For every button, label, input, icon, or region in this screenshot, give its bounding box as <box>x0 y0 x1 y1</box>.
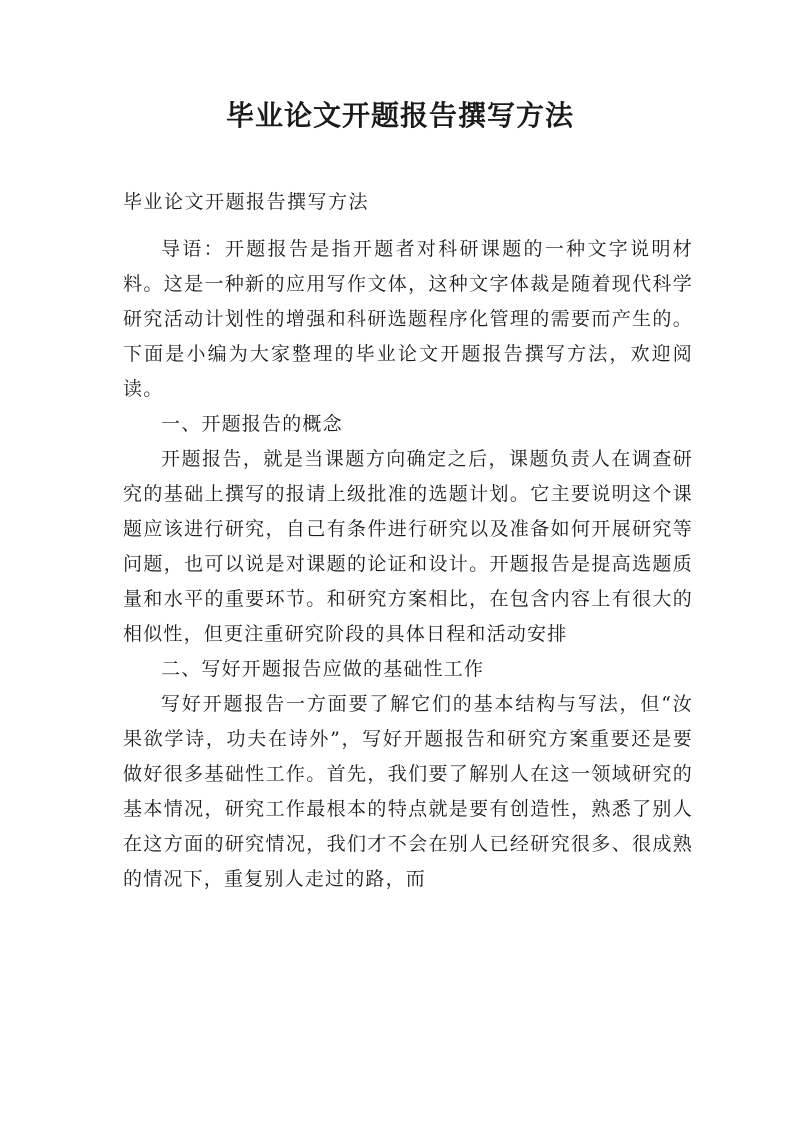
section-1-paragraph: 开题报告，就是当课题方向确定之后，课题负责人在调查研究的基础上撰写的报请上级批准的选题计划。它主要说明这个课题应该进行研究，自己有条件进行研究以及准备如何开展研究等问题，也可以说是对课题的论证和设计。开题报告是提高选题质量和水平的重要环节。和研究方案相比，在包含内容上有很大的相似性，但更注重研究阶段的具体日程和活动安排 <box>123 448 693 645</box>
section-2-paragraph: 写好开题报告一方面要了解它们的基本结构与写法，但“汝果欲学诗，功夫在诗外”，写好开题报告和研究方案重要还是要做好很多基础性工作。首先，我们要了解别人在这一领域研究的基本情况，研究工作最根本的特点就是要有创造性，熟悉了别人在这方面的研究情况，我们才不会在别人已经研究很多、很成熟的情况下，重复别人走过的路，而 <box>123 693 693 890</box>
intro-paragraph: 导语：开题报告是指开题者对科研课题的一种文字说明材料。这是一种新的应用写作文体，这种文字体裁是随着现代科学研究活动计划性的增强和科研选题程序化管理的需要而产生的。下面是小编为大家整理的毕业论文开题报告撰写方法，欢迎阅读。 <box>123 238 693 400</box>
document-subtitle: 毕业论文开题报告撰写方法 <box>123 191 370 213</box>
section-heading-2: 二、写好开题报告应做的基础性工作 <box>161 658 485 680</box>
document-title: 毕业论文开题报告撰写方法 <box>225 99 574 132</box>
document-body <box>123 232 693 897</box>
section-heading-1: 一、开题报告的概念 <box>161 413 343 435</box>
